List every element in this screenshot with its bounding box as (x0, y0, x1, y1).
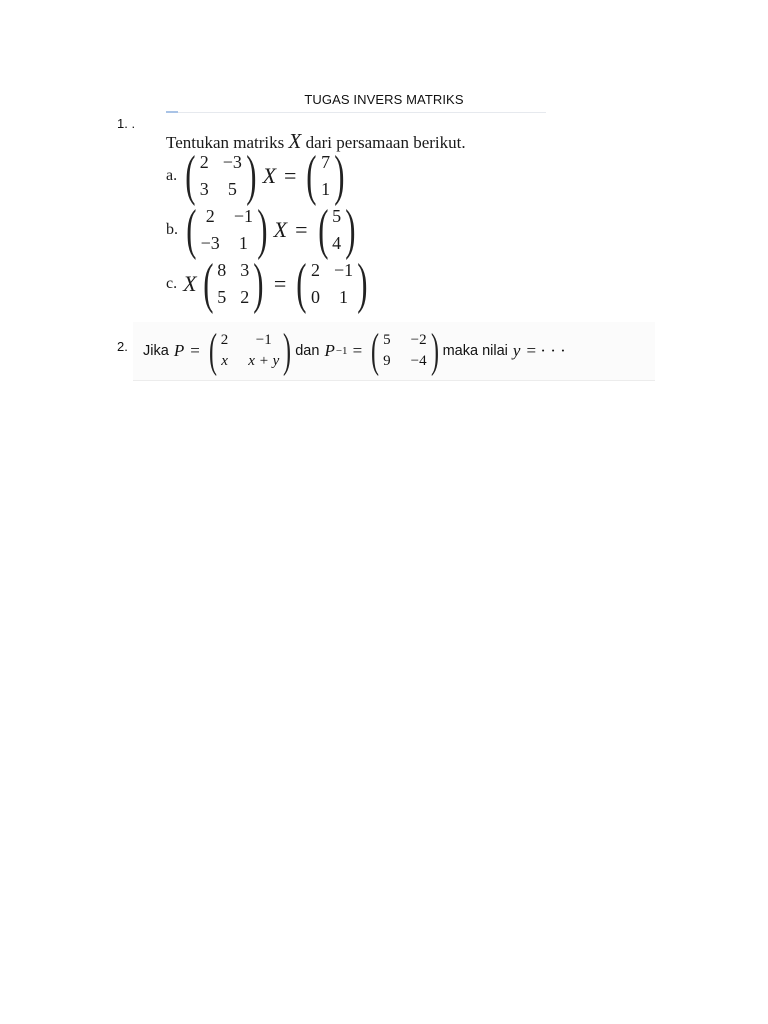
matrix-cell: 5 (227, 179, 237, 199)
matrix-cell: −1 (255, 332, 272, 348)
variable-x: X (273, 217, 288, 242)
matrix-cell: 2 (240, 287, 250, 307)
matrix-cell: 4 (332, 233, 342, 253)
matrix-cell: 5 (217, 287, 227, 307)
matrix-cell: 2 (199, 152, 209, 172)
question-1-number: 1. . (117, 116, 136, 131)
matrix-cell: 7 (321, 152, 331, 172)
matrix-cell: −4 (410, 353, 427, 369)
matrix-b: ( 7 1 ) (306, 145, 345, 207)
matrix-cell: x (221, 353, 228, 369)
equals-sign: = (190, 341, 200, 360)
matrix-cell: −3 (222, 152, 242, 172)
matrix-cell: 9 (383, 353, 391, 369)
equation-b (166, 199, 360, 261)
instruction-text-post: dari persamaan berikut. (301, 133, 466, 152)
equation-c (166, 253, 372, 315)
matrix-cell: −3 (200, 233, 220, 253)
matrix-cell: 3 (240, 260, 250, 280)
matrix-cell: −1 (233, 206, 253, 226)
question-2-image (133, 322, 655, 381)
matrix-cell: 2 (205, 206, 215, 226)
matrix-cell: 2 (220, 332, 229, 348)
matrix-b: ( 5 4 ) (317, 199, 356, 261)
text-maka-nilai: maka nilai (442, 343, 508, 359)
equation-a (166, 145, 349, 207)
matrix-a: ( 2 −3 3 5 ) (185, 145, 257, 207)
matrix-cell: 1 (321, 179, 331, 199)
matrix-a: ( 2 −1 −3 1 ) (186, 199, 268, 261)
variable-p-inverse: P (324, 341, 335, 360)
matrix-cell: 3 (199, 179, 209, 199)
question-1-image (158, 108, 546, 316)
instruction-text-pre: Tentukan matriks (166, 133, 289, 152)
matrix-b: ( 2 −1 0 1 ) (296, 253, 368, 315)
text-jika: Jika (143, 343, 169, 359)
inverse-exponent: −1 (335, 345, 348, 357)
equals-sign: = (352, 341, 363, 360)
equals-sign: = (273, 271, 287, 296)
question-2-statement: Jika P = ( 2 −1 x x + y ) dan P −1 = ( 5 −2 9 −4 ) maka nilai y = · · · (143, 324, 566, 377)
instruction-variable: X (288, 129, 302, 153)
variable-y: y (512, 341, 521, 360)
equation-label: b. (166, 221, 178, 238)
matrix-p-inverse (383, 332, 426, 370)
matrix-p (221, 332, 279, 370)
matrix-cell: −2 (410, 332, 427, 348)
equation-label: a. (166, 167, 178, 184)
divider (166, 112, 546, 113)
equals-sign: = (284, 163, 297, 188)
matrix-cell: 8 (217, 260, 227, 280)
page-title: TUGAS INVERS MATRIKS (304, 92, 464, 107)
equals-sign: = (295, 217, 308, 242)
matrix-cell: 5 (383, 332, 391, 348)
matrix-cell: 2 (310, 260, 320, 280)
matrix-cell: 1 (339, 287, 349, 307)
matrix-cell: 0 (310, 287, 320, 307)
matrix-cell: 5 (332, 206, 342, 226)
equals-dots: = · · · (526, 341, 566, 360)
matrix-cell: x + y (248, 353, 280, 369)
variable-x: X (262, 163, 277, 188)
variable-p: P (173, 341, 185, 360)
question-2-number: 2. (117, 339, 128, 354)
matrix-a: ( 8 3 5 2 ) (202, 253, 264, 315)
equation-label: c. (166, 275, 178, 292)
matrix-cell: −1 (333, 260, 354, 280)
matrix-cell: 1 (238, 233, 248, 253)
variable-x: X (183, 271, 197, 296)
text-dan: dan (295, 343, 320, 359)
